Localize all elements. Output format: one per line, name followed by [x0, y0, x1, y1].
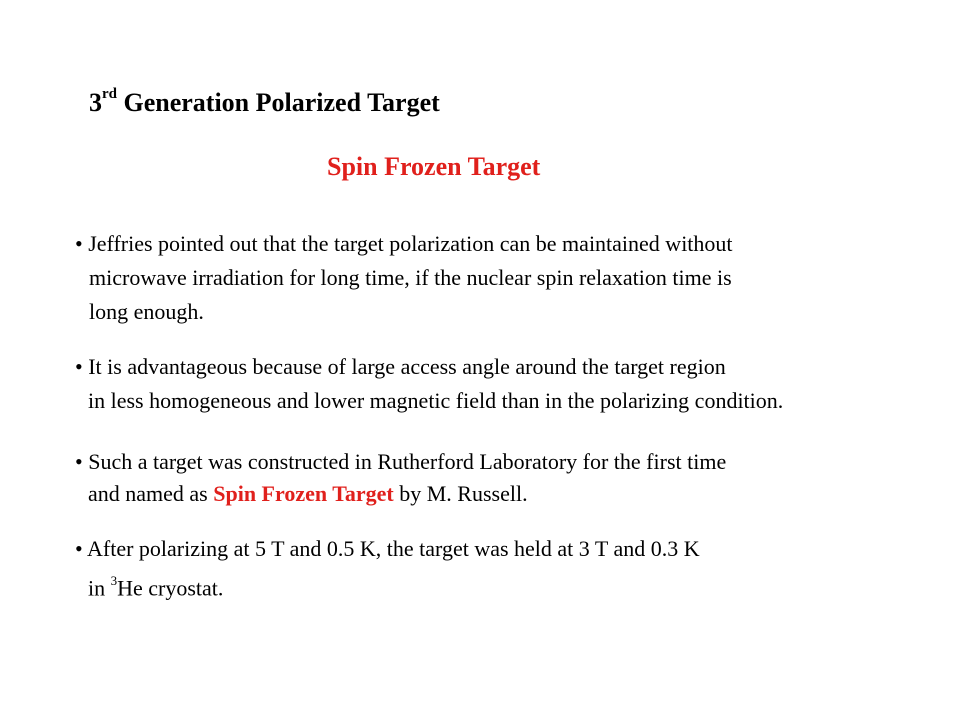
title-rest: Generation Polarized Target — [117, 88, 440, 117]
slide-title — [89, 88, 440, 118]
bullet-4-text-before: in — [88, 575, 111, 601]
bullet-3-text-after: by M. Russell. — [393, 481, 528, 506]
title-prefix: 3 — [89, 88, 102, 117]
bullet-3-text-before: and named as — [88, 481, 214, 506]
bullet-4-text-after: He cryostat. — [117, 575, 224, 601]
slide-subtitle: Spin Frozen Target — [327, 152, 541, 181]
bullet-3-line-2 — [88, 481, 528, 507]
bullet-1-line-3: long enough. — [89, 299, 204, 324]
bullet-1-line-1: • Jeffries pointed out that the target polarization can be maintained without — [75, 231, 733, 256]
bullet-3-line-1: • Such a target was constructed in Rutherford Laboratory for the first time — [75, 449, 727, 474]
bullet-4-line-2 — [88, 570, 223, 601]
helium-3-superscript: 3 — [110, 573, 118, 588]
bullet-2-line-2: in less homogeneous and lower magnetic field than in the polarizing condition. — [88, 388, 784, 413]
bullet-2-line-1: • It is advantageous because of large access angle around the target region — [75, 354, 726, 379]
title-superscript: rd — [102, 86, 117, 103]
spin-frozen-target-highlight: Spin Frozen Target — [213, 481, 394, 506]
bullet-1-line-2: microwave irradiation for long time, if the nuclear spin relaxation time is — [89, 265, 732, 290]
bullet-4-line-1: • After polarizing at 5 T and 0.5 K, the target was held at 3 T and 0.3 K — [75, 536, 700, 561]
